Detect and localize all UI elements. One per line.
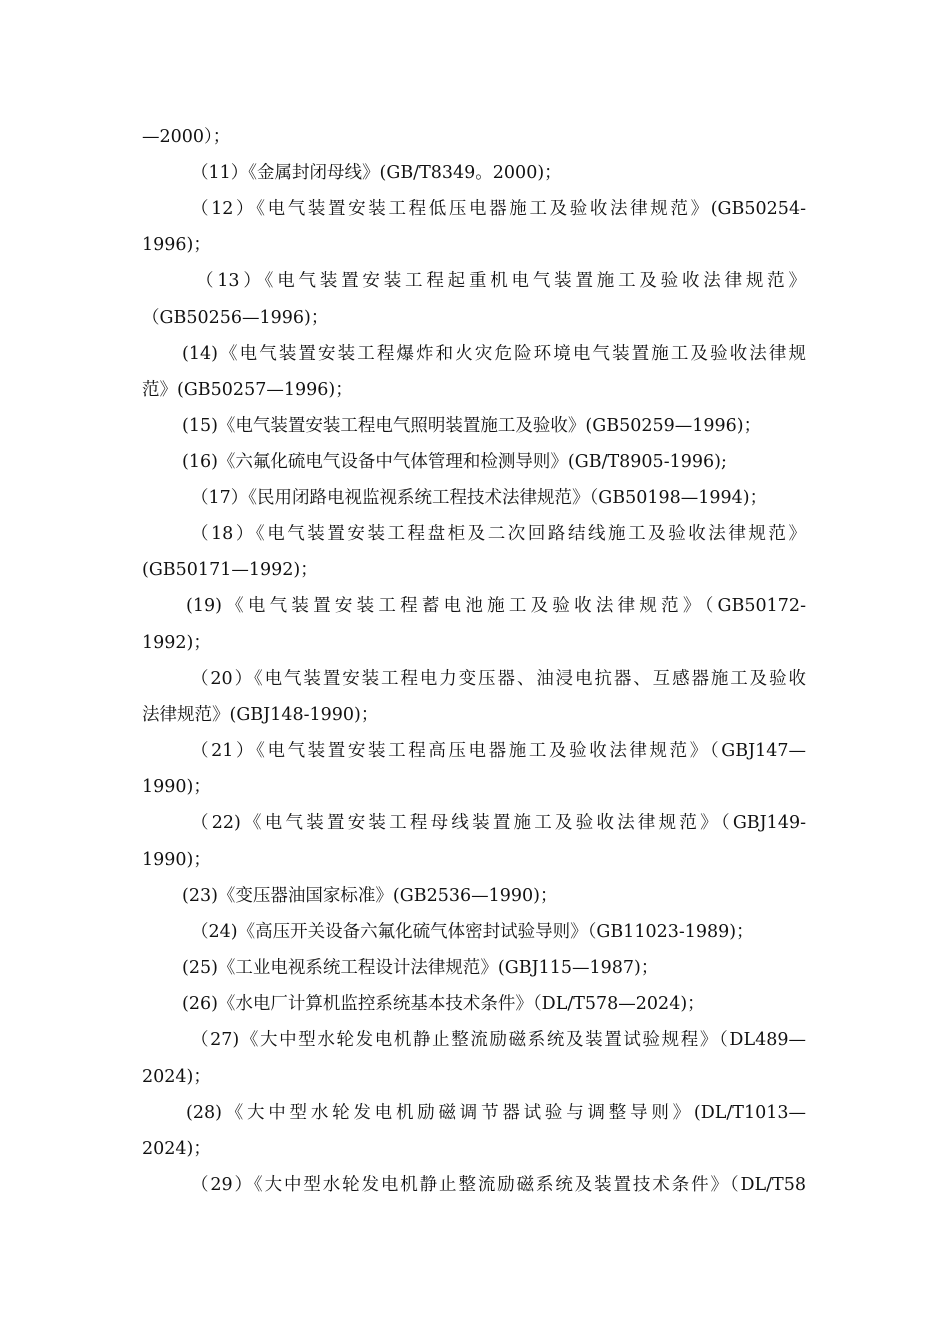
text-line-16: （20）《电气装置安装工程电力变压器、油浸电抗器、互感器施工及验收 <box>191 669 806 689</box>
text-line-9: (15)《电气装置安装工程电气照明装置施工及验收》(GB50259—1996)； <box>182 416 762 436</box>
text-line-2: （11）《金属封闭母线》(GB/T8349。2000)； <box>191 163 562 183</box>
text-line-7: (14)《电气装置安装工程爆炸和火灾危险环境电气装置施工及验收法律规 <box>182 344 806 364</box>
text-line-6: （GB50256—1996)； <box>142 308 329 328</box>
text-line-1: —2000）； <box>142 127 231 147</box>
text-line-8: 范》(GB50257—1996)； <box>142 380 353 400</box>
text-line-3: （12）《电气装置安装工程低压电器施工及验收法律规范》(GB50254- <box>191 199 806 219</box>
text-line-24: (25)《工业电视系统工程设计法律规范》(GBJ115—1987)； <box>182 958 659 978</box>
text-line-27: 2024)； <box>142 1067 211 1087</box>
text-line-4: 1996)； <box>142 235 211 255</box>
text-line-12: （18）《电气装置安装工程盘柜及二次回路结线施工及验收法律规范》 <box>191 524 806 544</box>
text-line-13: (GB50171—1992)； <box>142 560 318 580</box>
text-line-14: (19)《电气装置安装工程蓄电池施工及验收法律规范》（GB50172- <box>186 596 806 616</box>
text-line-28: (28)《大中型水轮发电机励磁调节器试验与调整导则》(DL/T1013— <box>186 1103 806 1123</box>
text-line-18: （21）《电气装置安装工程高压电器施工及验收法律规范》（GBJ147— <box>191 741 806 761</box>
text-line-21: 1990)； <box>142 850 211 870</box>
text-line-5: （13）《电气装置安装工程起重机电气装置施工及验收法律规范》 <box>196 271 806 291</box>
text-line-15: 1992)； <box>142 633 211 653</box>
text-line-23: （24)《高压开关设备六氟化硫气体密封试验导则》（GB11023-1989)； <box>191 922 754 942</box>
text-line-11: （17）《民用闭路电视监视系统工程技术法律规范》（GB50198—1994)； <box>191 488 768 508</box>
text-line-30: （29）《大中型水轮发电机静止整流励磁系统及装置技术条件》（DL/T58 <box>191 1175 806 1195</box>
text-line-29: 2024)； <box>142 1139 211 1159</box>
text-line-10: (16)《六氟化硫电气设备中气体管理和检测导则》(GB/T8905-1996); <box>182 452 727 472</box>
text-line-17: 法律规范》(GBJ148-1990)； <box>142 705 379 725</box>
text-line-25: (26)《水电厂计算机监控系统基本技术条件》（DL/T578—2024)； <box>182 994 705 1014</box>
text-line-26: （27)《大中型水轮发电机静止整流励磁系统及装置试验规程》（DL489— <box>191 1030 806 1050</box>
text-line-20: （22)《电气装置安装工程母线装置施工及验收法律规范》（GBJ149- <box>191 813 806 833</box>
text-line-22: (23)《变压器油国家标准》(GB2536—1990)； <box>182 886 558 906</box>
text-line-19: 1990)； <box>142 777 211 797</box>
